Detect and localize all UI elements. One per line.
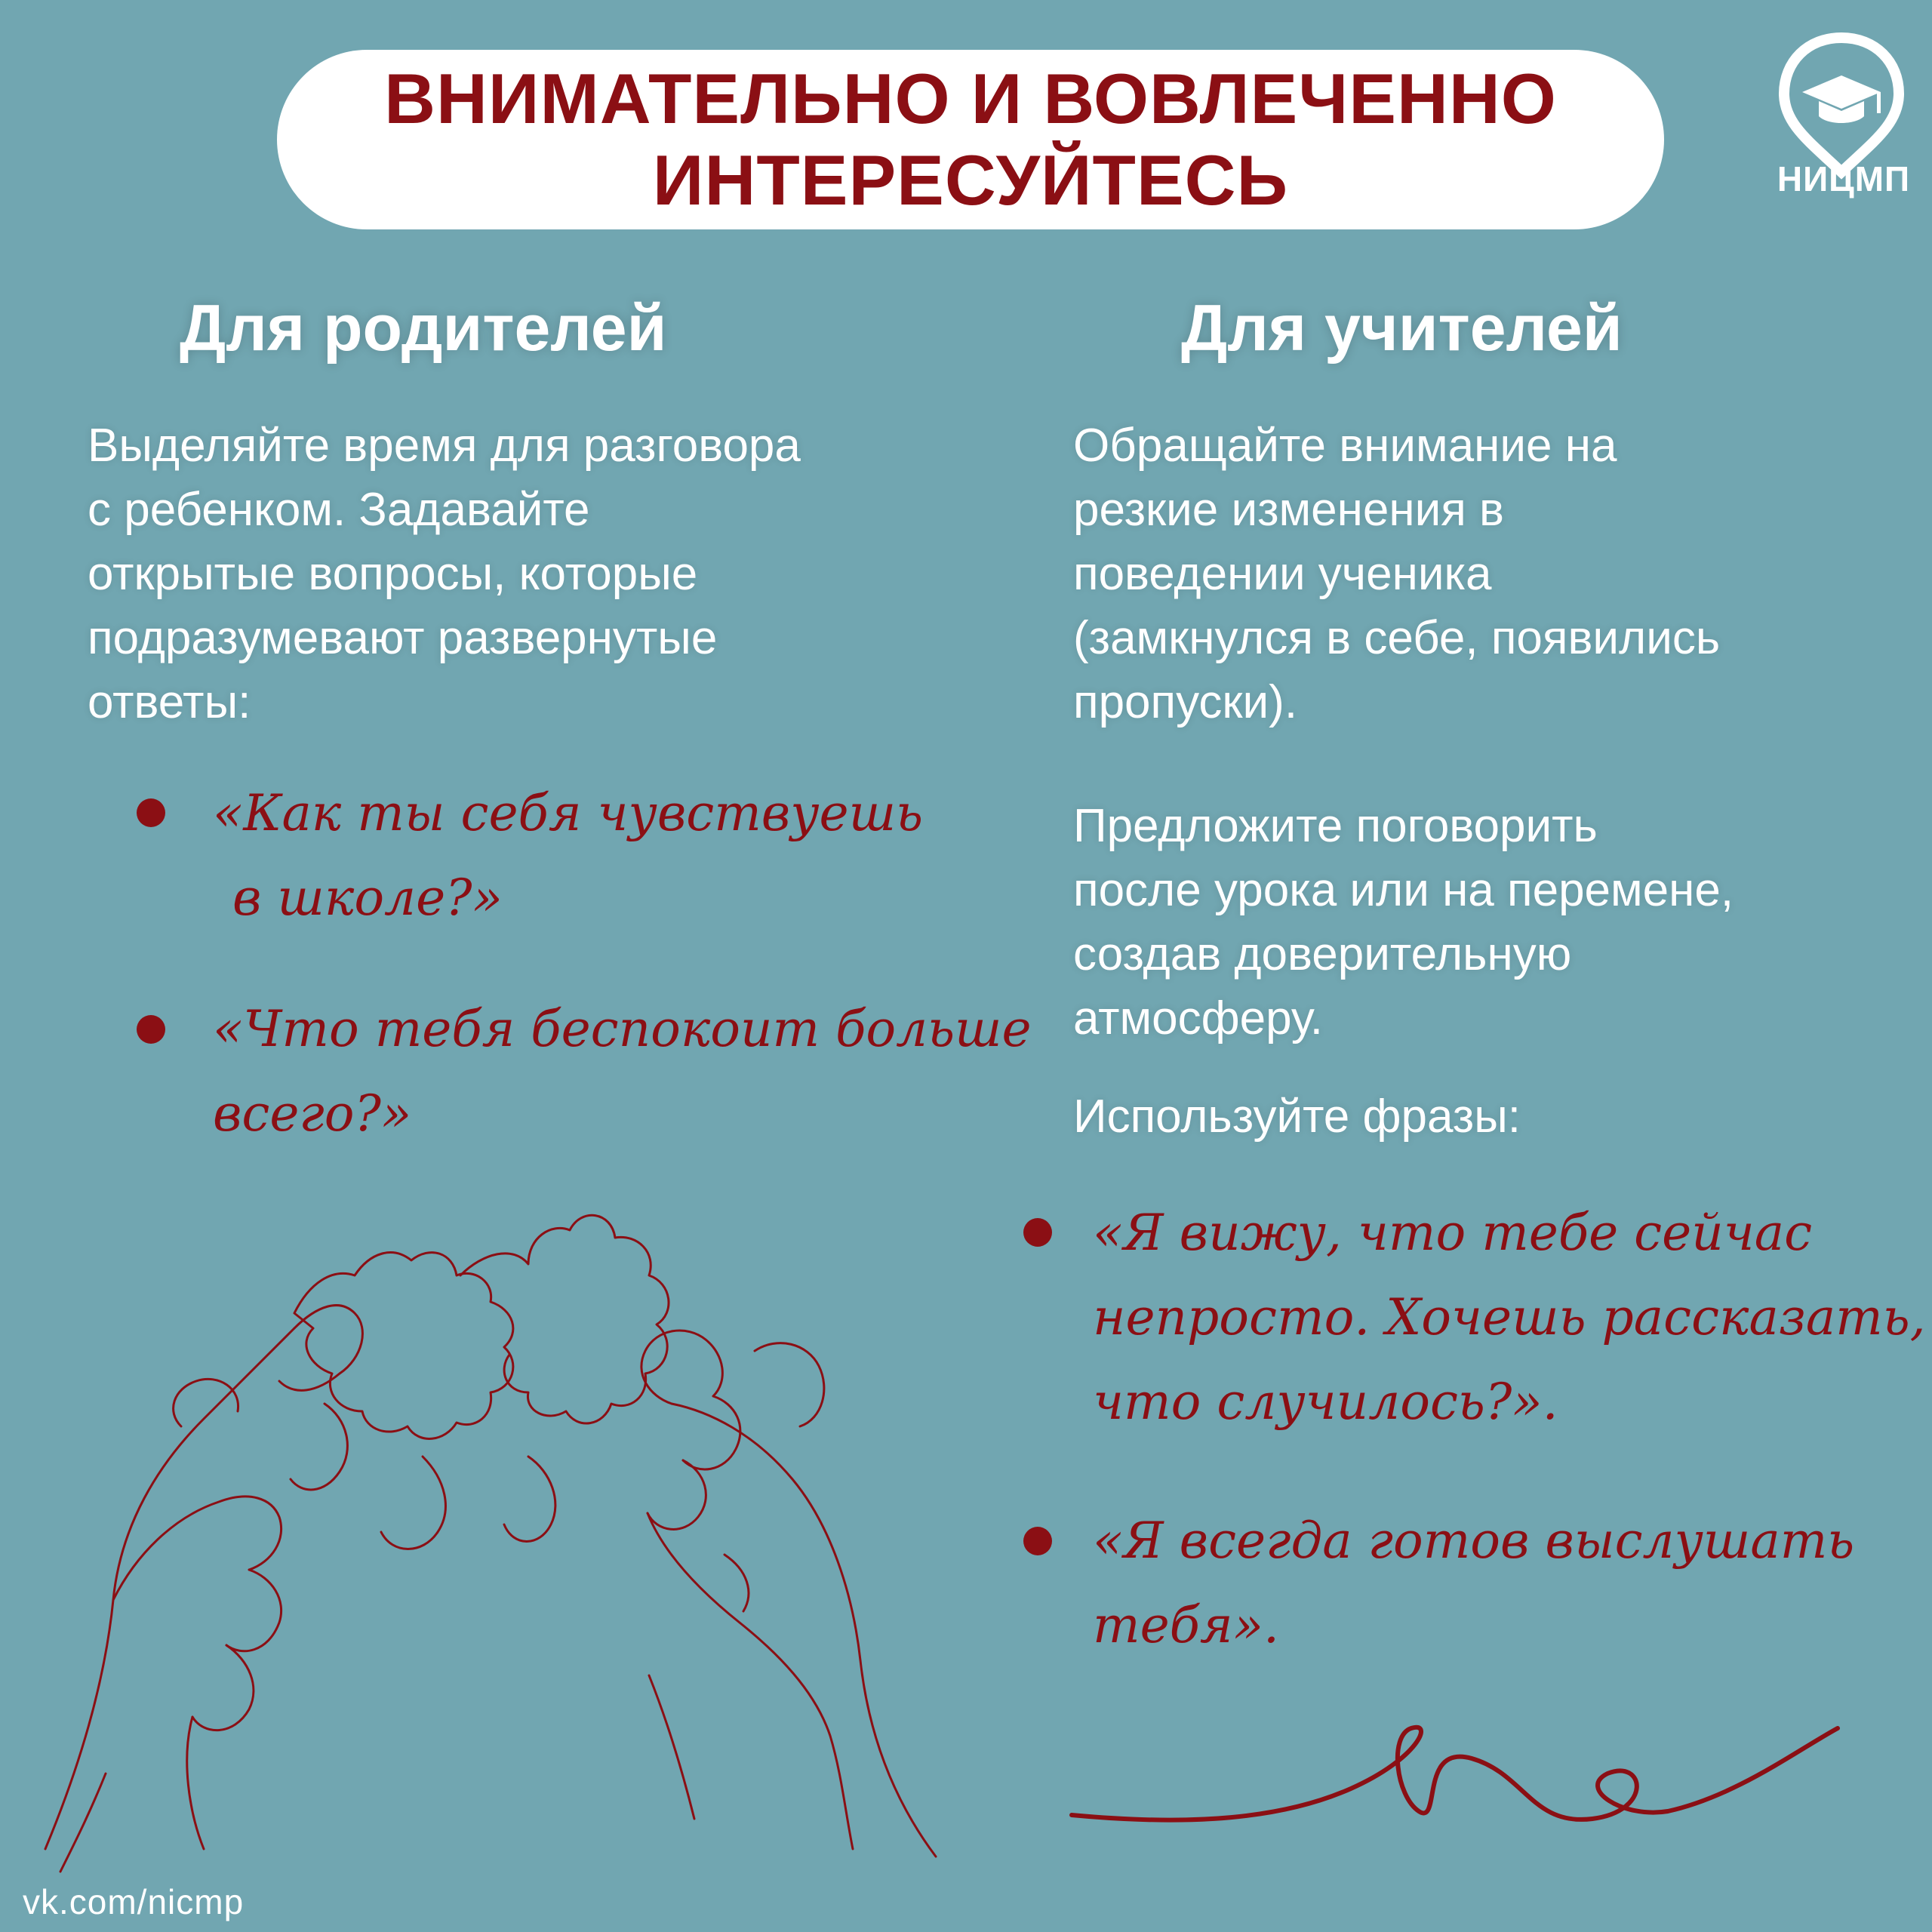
phrases-label-text: Используйте фразы: (1073, 1091, 1521, 1143)
quote-line: тебя». (1093, 1596, 1279, 1654)
teachers-text-line: пропуски). (1073, 676, 1298, 728)
teachers-text-line: Обращайте внимание на (1073, 420, 1617, 472)
parents-intro-line: ответы: (88, 676, 251, 728)
title-line-1: ВНИМАТЕЛЬНО И ВОВЛЕЧЕННО (384, 59, 1557, 138)
parents-intro-line: Выделяйте время для разговора (88, 420, 801, 472)
quote-line: непросто. Хочешь рассказать, (1093, 1288, 1926, 1346)
footer-link[interactable]: vk.com/nicmp (23, 1882, 245, 1921)
parents-intro-line: подразумевают развернутые (88, 612, 718, 664)
teachers-text-line: резкие изменения в (1073, 484, 1504, 536)
quote-line: в школе?» (232, 869, 503, 927)
flourish-decoration (1072, 1727, 1838, 1820)
teachers-heading: Для учителей (1181, 292, 1623, 365)
title-line-2: ИНТЕРЕСУЙТЕСЬ (652, 140, 1289, 220)
parents-heading: Для родителей (180, 292, 667, 365)
quote-line: «Я всегда готов выслушать (1093, 1512, 1855, 1570)
logo-text: НИЦМП (1777, 159, 1911, 198)
teachers-text-line: (замкнулся в себе, появились (1073, 612, 1721, 664)
teachers-text-line: после урока или на перемене, (1073, 864, 1734, 916)
quote-line: всего?» (213, 1084, 412, 1143)
parents-intro-line: с ребенком. Задавайте (88, 484, 590, 536)
quote-line: «Я вижу, что тебе сейчас (1093, 1204, 1813, 1262)
teachers-text-line: создав доверительную (1073, 928, 1572, 980)
quote-line: «Что тебя беспокоит больше (213, 1000, 1032, 1058)
teachers-text-line: атмосферу. (1073, 992, 1323, 1044)
quote-line: «Как ты себя чувствуешь (213, 784, 924, 842)
parents-intro-line: открытые вопросы, которые (88, 548, 698, 600)
quote-line: что случилось?». (1093, 1373, 1558, 1431)
teachers-text-line: поведении ученика (1073, 548, 1492, 600)
teachers-text-line: Предложите поговорить (1073, 800, 1598, 852)
